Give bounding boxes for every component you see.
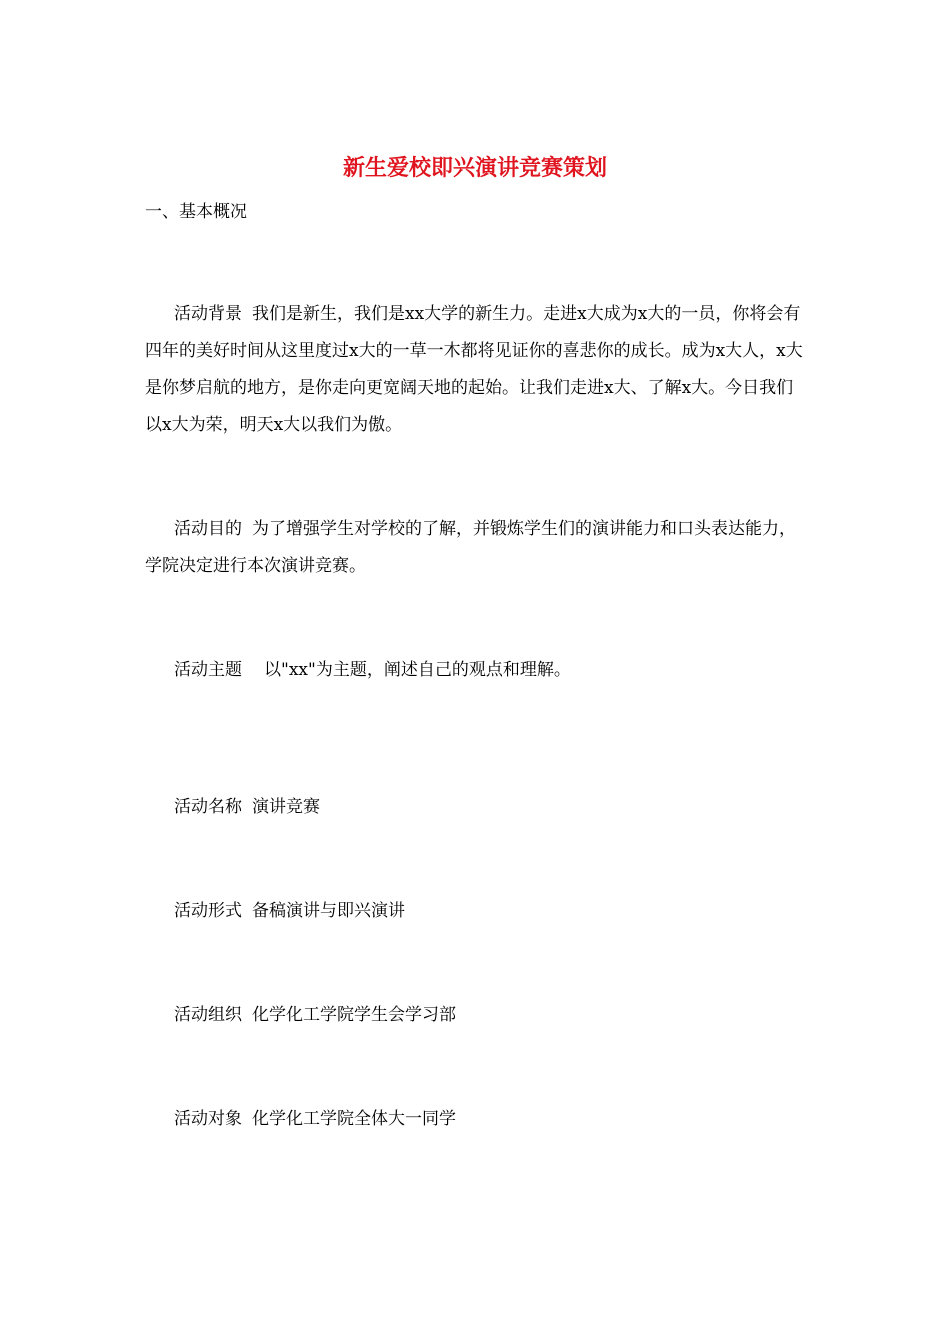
paragraph-text: 化学化工学院学生会学习部	[252, 1005, 456, 1025]
paragraph-label: 活动目的	[174, 519, 242, 539]
paragraph-label: 活动主题	[174, 660, 242, 680]
paragraph-activity-target	[145, 1101, 810, 1138]
section-heading: 一、基本概况	[145, 202, 247, 222]
paragraph-label: 活动形式	[174, 901, 242, 921]
paragraph-activity-background	[145, 296, 810, 444]
paragraph-activity-name	[145, 789, 810, 826]
paragraph-text: 我们是新生，我们是xx大学的新生力。走进x大成为x大的一员，你将会有四年的美好时间从这里度过x大的一草一木都将见证你的喜悲你的成长。成为x大人，x大是你梦启航的地方，是你走向更宽阔天地的起始。让我们走进x大、了解x大。今日我们以x大为荣，明天x大以我们为傲。	[145, 304, 803, 435]
paragraph-label: 活动背景	[174, 304, 242, 324]
paragraph-text: 为了增强学生对学校的了解，并锻炼学生们的演讲能力和口头表达能力，学院决定进行本次演讲竞赛。	[145, 519, 796, 576]
paragraph-activity-organizer	[145, 997, 810, 1034]
paragraph-label: 活动组织	[174, 1005, 242, 1025]
paragraph-label: 活动对象	[174, 1109, 242, 1129]
paragraph-activity-purpose	[145, 511, 810, 585]
paragraph-label: 活动名称	[174, 797, 242, 817]
paragraph-text: 备稿演讲与即兴演讲	[252, 901, 405, 921]
paragraph-text: 化学化工学院全体大一同学	[252, 1109, 456, 1129]
paragraph-activity-theme	[145, 652, 810, 689]
paragraph-text: 以"xx"为主题，阐述自己的观点和理解。	[264, 660, 571, 680]
document-title: 新生爱校即兴演讲竞赛策划	[342, 155, 607, 181]
paragraph-activity-form	[145, 893, 810, 930]
paragraph-text: 演讲竞赛	[252, 797, 320, 817]
